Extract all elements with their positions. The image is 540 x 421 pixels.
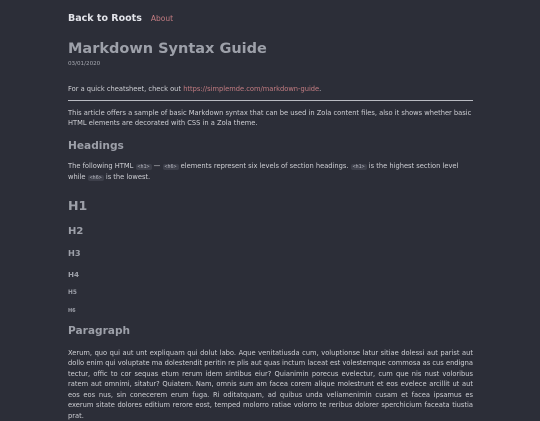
demo-heading-h4: H4 bbox=[68, 270, 473, 279]
divider bbox=[68, 100, 473, 101]
code-h6-second: <h6> bbox=[88, 175, 104, 181]
demo-heading-h1: H1 bbox=[68, 198, 473, 213]
intro-paragraph bbox=[68, 84, 473, 95]
nav-about-link[interactable]: About bbox=[151, 14, 173, 23]
demo-heading-h2: H2 bbox=[68, 226, 473, 237]
headings-dash: — bbox=[152, 162, 163, 170]
top-nav bbox=[68, 6, 473, 30]
demo-heading-h5: H5 bbox=[68, 290, 473, 296]
post-date: 03/01/2020 bbox=[68, 61, 473, 67]
cheatsheet-link[interactable]: https://simplemde.com/markdown-guide bbox=[183, 85, 319, 93]
code-h1-second: <h1> bbox=[351, 164, 367, 170]
headings-text-3: is the highest section level while bbox=[68, 162, 458, 182]
headings-text-4: is the lowest. bbox=[104, 173, 150, 181]
intro-suffix: . bbox=[319, 85, 321, 93]
page-container bbox=[68, 6, 473, 421]
post-title: Markdown Syntax Guide bbox=[68, 41, 473, 57]
headings-text-1: The following HTML bbox=[68, 162, 136, 170]
headings-description bbox=[68, 161, 473, 184]
code-h1: <h1> bbox=[136, 164, 152, 170]
site-brand-link[interactable]: Back to Roots bbox=[68, 13, 142, 24]
intro-text: For a quick cheatsheet, check out bbox=[68, 85, 183, 93]
demo-heading-h6: H6 bbox=[68, 308, 473, 314]
paragraph-section-title: Paragraph bbox=[68, 325, 473, 337]
headings-section-title: Headings bbox=[68, 140, 473, 152]
paragraph-body: Xerum, quo qui aut unt expliquam qui dolut labo. Aque venitatiusda cum, voluptionse latur sitiae dolessi aut parist aut dollo enim qui voluptate ma dolestendit peritin re plis aut quas inctum laceat est volestemque commosa as cus endigna tectur, offic to cor sequas etum rerum idem sintibus eiur? Quianimin porecus evelectur, cum que nis nust voloribus ratem aut omnimi, sitatur? Quiatem. Nam, omnis sum am facea corem alique molestrunt et eos evelece arcillit ut aut eos eos nus, sin conecerem erum fuga. Ri oditatquam, ad quibus unda veliamenimin cusam et facea ipsamus es exerum sitate dolores editium rerore eost, temped molorro ratiae volorro te reribus dolorer sperchicium faceata tiustia prat. bbox=[68, 348, 473, 421]
code-h6: <h6> bbox=[163, 164, 179, 170]
demo-heading-h3: H3 bbox=[68, 248, 473, 258]
article-description: This article offers a sample of basic Markdown syntax that can be used in Zola content files, also it shows whether basic HTML elements are decorated with CSS in a Zola theme. bbox=[68, 108, 473, 129]
headings-text-2: elements represent six levels of section headings. bbox=[179, 162, 351, 170]
